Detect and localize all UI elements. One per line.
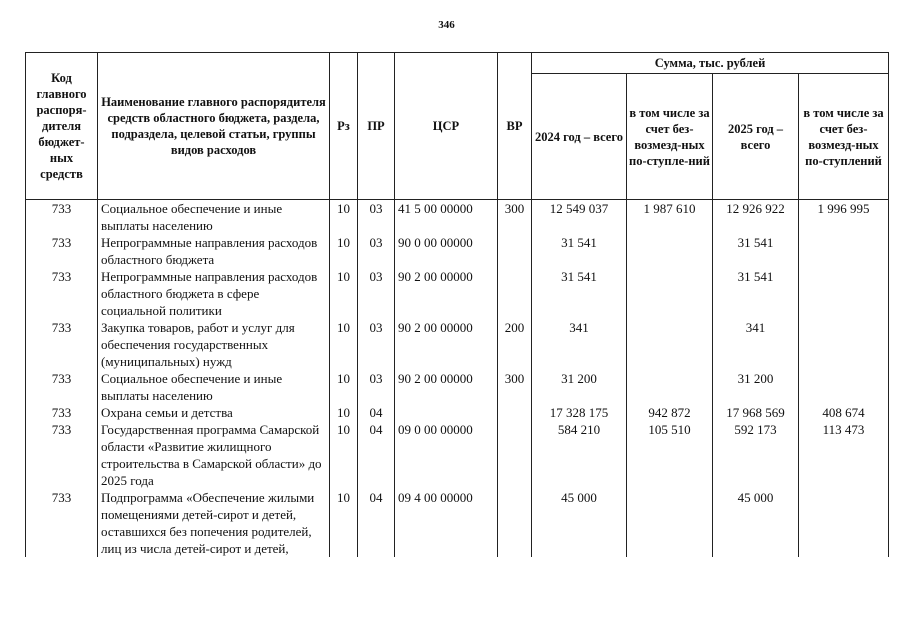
header-2025-free: в том числе за счет без-возмезд-ных по-ступлений [799,74,889,200]
cell-2025-total: 31 541 [713,268,799,319]
cell-2025-free [799,489,889,557]
cell-csr [395,404,498,421]
cell-vr: 300 [498,200,532,235]
cell-code: 733 [26,489,98,557]
header-code: Код главного распоря-дителя бюджет-ных средств [26,53,98,200]
cell-2024-total: 31 541 [532,268,627,319]
cell-vr [498,404,532,421]
cell-pr: 04 [358,404,395,421]
cell-rz: 10 [330,421,358,489]
cell-2024-total: 31 200 [532,370,627,404]
cell-2025-total: 341 [713,319,799,370]
cell-2025-total: 45 000 [713,489,799,557]
cell-vr: 200 [498,319,532,370]
cell-rz: 10 [330,268,358,319]
header-2025-total: 2025 год – всего [713,74,799,200]
cell-2024-free: 105 510 [627,421,713,489]
budget-table [25,52,889,557]
cell-2024-total: 17 328 175 [532,404,627,421]
cell-pr: 03 [358,319,395,370]
table-row [26,421,889,489]
cell-pr: 03 [358,370,395,404]
cell-rz: 10 [330,370,358,404]
cell-2024-free [627,489,713,557]
cell-name: Социальное обеспечение и иные выплаты населению [98,200,330,235]
cell-name: Закупка товаров, работ и услуг для обеспечения государственных (муниципальных) нужд [98,319,330,370]
cell-2024-total: 12 549 037 [532,200,627,235]
cell-2024-free [627,319,713,370]
cell-pr: 03 [358,268,395,319]
table-row [26,404,889,421]
cell-2025-total: 12 926 922 [713,200,799,235]
cell-2025-free [799,234,889,268]
cell-csr: 90 2 00 00000 [395,370,498,404]
header-csr: ЦСР [395,53,498,200]
cell-name: Непрограммные направления расходов областного бюджета [98,234,330,268]
cell-csr: 41 5 00 00000 [395,200,498,235]
cell-csr: 90 2 00 00000 [395,319,498,370]
header-vr: ВР [498,53,532,200]
cell-2024-total: 341 [532,319,627,370]
cell-2025-free [799,319,889,370]
cell-name: Государственная программа Самарской области «Развитие жилищного строительства в Самарской области» до 2025 года [98,421,330,489]
cell-csr: 90 0 00 00000 [395,234,498,268]
cell-2024-total: 45 000 [532,489,627,557]
cell-name: Подпрограмма «Обеспечение жилыми помещениями детей-сирот и детей, оставшихся без попечения родителей, лиц из числа детей-сирот и детей, [98,489,330,557]
cell-2025-free: 1 996 995 [799,200,889,235]
cell-rz: 10 [330,489,358,557]
table-row [26,234,889,268]
table-row [26,268,889,319]
cell-pr: 03 [358,234,395,268]
header-2024-total: 2024 год – всего [532,74,627,200]
cell-rz: 10 [330,404,358,421]
cell-2025-total: 592 173 [713,421,799,489]
cell-2025-total: 31 541 [713,234,799,268]
table-body [26,200,889,558]
cell-vr [498,489,532,557]
table-row [26,489,889,557]
cell-pr: 04 [358,421,395,489]
cell-vr [498,421,532,489]
cell-2024-total: 584 210 [532,421,627,489]
cell-csr: 09 4 00 00000 [395,489,498,557]
header-sum-group: Сумма, тыс. рублей [532,53,889,74]
cell-pr: 04 [358,489,395,557]
cell-code: 733 [26,234,98,268]
cell-csr: 09 0 00 00000 [395,421,498,489]
cell-2025-free [799,268,889,319]
cell-2025-free: 408 674 [799,404,889,421]
cell-vr: 300 [498,370,532,404]
table-row [26,200,889,235]
cell-code: 733 [26,268,98,319]
cell-2024-free [627,370,713,404]
cell-code: 733 [26,319,98,370]
cell-pr: 03 [358,200,395,235]
cell-code: 733 [26,370,98,404]
cell-rz: 10 [330,319,358,370]
header-name: Наименование главного распорядителя средств областного бюджета, раздела, подраздела, целевой статьи, группы видов расходов [98,53,330,200]
cell-code: 733 [26,421,98,489]
cell-2024-free: 942 872 [627,404,713,421]
header-rz: Рз [330,53,358,200]
cell-2024-total: 31 541 [532,234,627,268]
cell-rz: 10 [330,200,358,235]
cell-2025-total: 31 200 [713,370,799,404]
table-row [26,319,889,370]
cell-2024-free: 1 987 610 [627,200,713,235]
cell-code: 733 [26,404,98,421]
cell-name: Социальное обеспечение и иные выплаты населению [98,370,330,404]
cell-2025-free: 113 473 [799,421,889,489]
cell-2024-free [627,234,713,268]
cell-2024-free [627,268,713,319]
page-number: 346 [438,19,455,31]
header-2024-free: в том числе за счет без-возмезд-ных по-ступле-ний [627,74,713,200]
header-row-top [26,53,889,74]
cell-rz: 10 [330,234,358,268]
cell-name: Непрограммные направления расходов областного бюджета в сфере социальной политики [98,268,330,319]
table-row [26,370,889,404]
cell-2025-free [799,370,889,404]
cell-2025-total: 17 968 569 [713,404,799,421]
cell-code: 733 [26,200,98,235]
cell-name: Охрана семьи и детства [98,404,330,421]
cell-csr: 90 2 00 00000 [395,268,498,319]
header-pr: ПР [358,53,395,200]
cell-vr [498,268,532,319]
cell-vr [498,234,532,268]
